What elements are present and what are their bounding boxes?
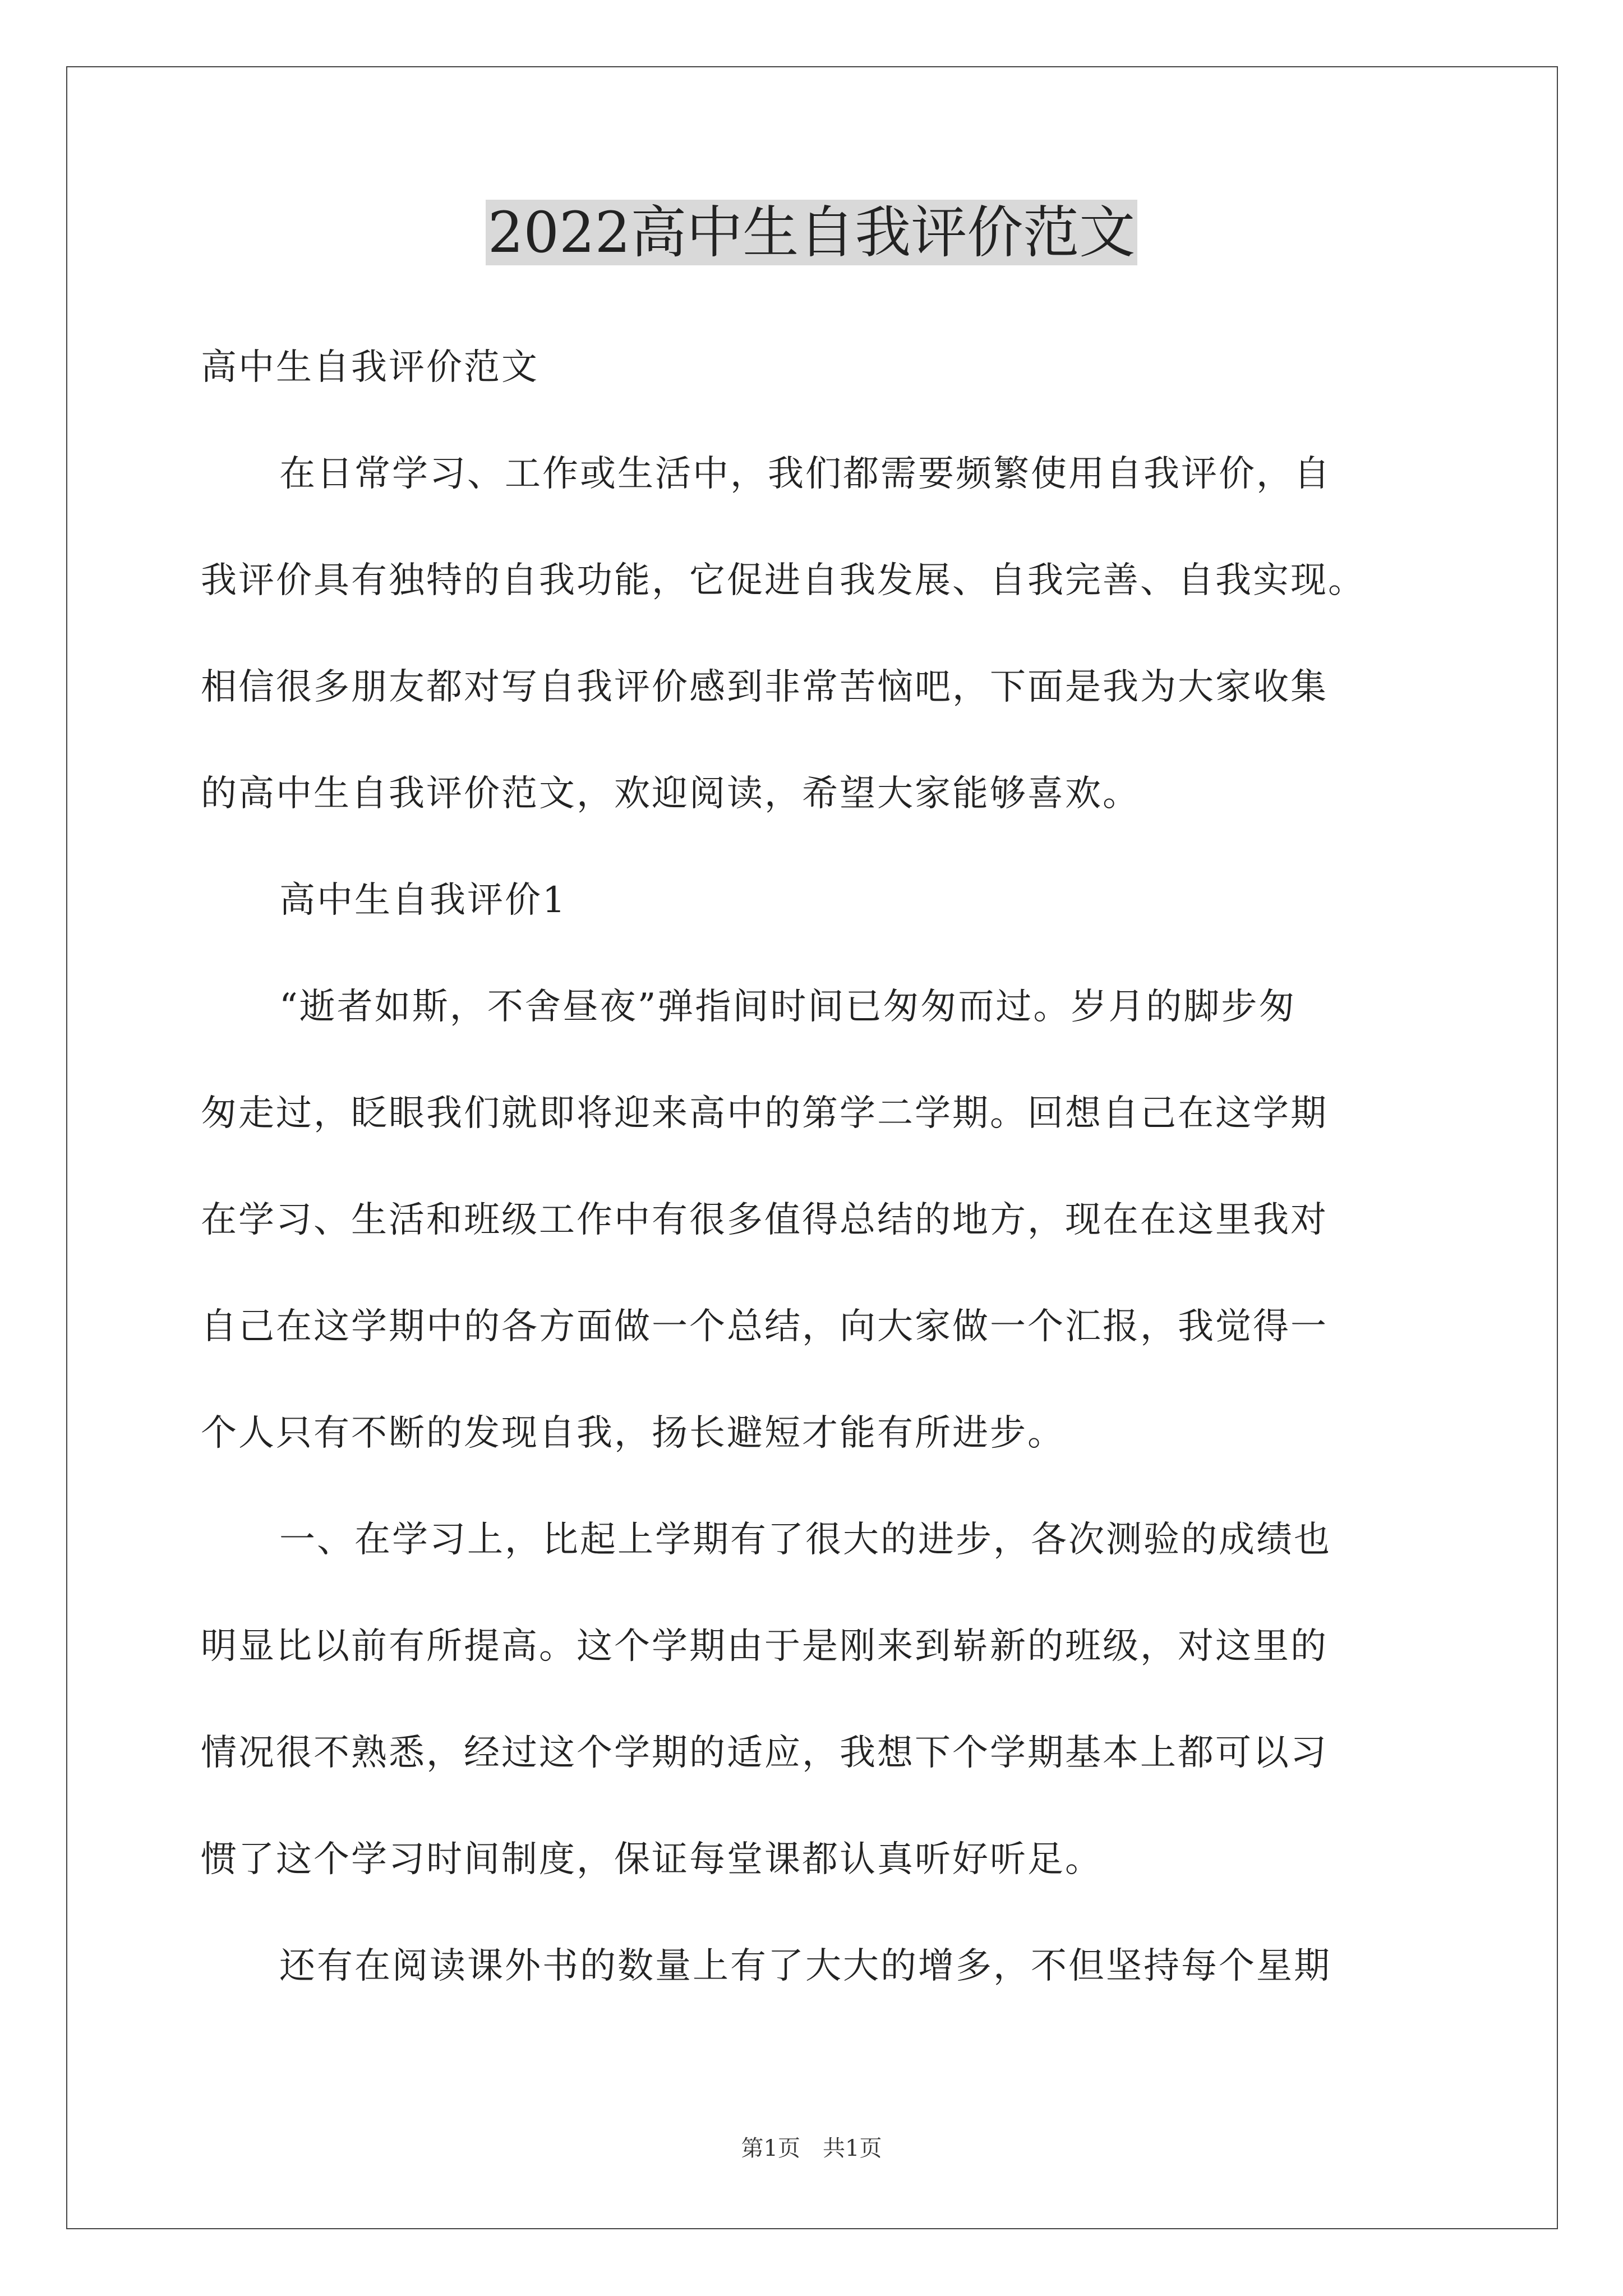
page-footer: 第1页 共1页 — [741, 2136, 882, 2161]
body-line: 一、在学习上，比起上学期有了很大的进步，各次测验的成绩也 — [279, 1519, 1331, 1561]
body-line: 我评价具有独特的自我功能，它促进自我发展、自我完善、自我实现。 — [201, 560, 1366, 601]
document-body — [201, 314, 1435, 2019]
body-line: 高中生自我评价范文 — [201, 347, 539, 388]
document-title-text: 2022高中生自我评价范文 — [486, 200, 1138, 265]
body-line: 惯了这个学习时间制度，保证每堂课都认真听好听足。 — [201, 1839, 1103, 1880]
body-line: 还有在阅读课外书的数量上有了大大的增多，不但坚持每个星期 — [279, 1945, 1331, 1987]
body-line: 在学习、生活和班级工作中有很多值得总结的地方，现在在这里我对 — [201, 1199, 1328, 1241]
body-line: 情况很不熟悉，经过这个学期的适应，我想下个学期基本上都可以习 — [201, 1732, 1328, 1774]
document-title — [0, 194, 1623, 272]
body-line: 明显比以前有所提高。这个学期由于是刚来到崭新的班级，对这里的 — [201, 1626, 1328, 1667]
body-line: 匆走过，眨眼我们就即将迎来高中的第学二学期。回想自己在这学期 — [201, 1093, 1328, 1134]
section-heading: 高中生自我评价1 — [279, 880, 567, 921]
body-line: 相信很多朋友都对写自我评价感到非常苦恼吧，下面是我为大家收集 — [201, 666, 1328, 708]
body-line: 个人只有不断的发现自我，扬长避短才能有所进步。 — [201, 1412, 1065, 1454]
body-line: 在日常学习、工作或生活中，我们都需要频繁使用自我评价，自 — [279, 453, 1331, 495]
body-line: 自己在这学期中的各方面做一个总结，向大家做一个汇报，我觉得一 — [201, 1306, 1328, 1347]
body-line: 的高中生自我评价范文，欢迎阅读，希望大家能够喜欢。 — [201, 773, 1140, 815]
body-line: “逝者如斯，不舍昼夜”弹指间时间已匆匆而过。岁月的脚步匆 — [279, 986, 1297, 1028]
